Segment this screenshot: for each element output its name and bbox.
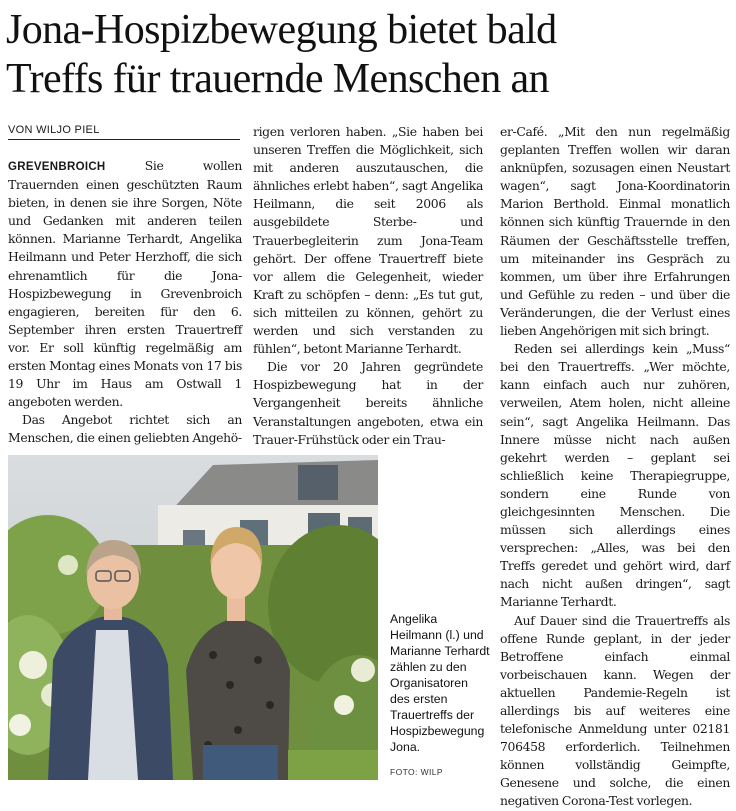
dateline: GREVENBROICH bbox=[8, 161, 106, 173]
photo-credit: FOTO: WILP bbox=[390, 767, 443, 777]
article-headline: Jona-Hospizbewegung bietet bald Treffs für trauernde Menschen an bbox=[6, 7, 557, 102]
lawn bbox=[288, 750, 378, 780]
paragraph bbox=[8, 157, 242, 411]
paragraph: Reden sei allerdings kein „Muss“ bei den Trauertreffs. „Wer möchte, kann einfach auch nur zuhören, verweilen, Atem holen, nicht alleine sein“, sagt Angelika Heilmann. Das Innere müsse nicht nach außen gekehrt werden – geplant sei schließlich keine Therapiegruppe, sondern eine Runde von gleichgesinnten Menschen. Die müssen sich allerdings eines versprechen: „Alles, was bei den Treffs geredet und gehört wird, darf nach nicht außen dringen“, sagt Marianne Terhardt. bbox=[500, 341, 730, 610]
paragraph-text: Sie wollen Trauernden einen geschützten Raum bieten, in denen sie ihre Sorgen, Nöte und Gedanken mit anderen teilen können. Marianne Terhardt, Angelika Heilmann und Peter Herzhoff, die sich ehrenamtlich für die Jona-Hospizbewegung in Grevenbroich engagieren, bereiten für den 6. September ihren ersten Trauertreff vor. Er soll künftig regelmäßig am ersten Montag eines Monats von 17 bis 19 Uhr im Haus am Ostwall 1 angeboten werden. bbox=[8, 158, 242, 410]
article-photo bbox=[8, 455, 378, 780]
paragraph: Auf Dauer sind die Trauertreffs als offene Runde geplant, in der jeder Betroffene einfach einmal vorbeischauen kann. Wegen der aktuellen Pandemie-Regeln ist allerdings bis auf weiteres eine telefonische Anmeldung unter 02181 706458 erforderlich. Teilnehmen können vollständig Geimpfte, Genesene und solche, die einen negativen Corona-Test vorlegen. bbox=[500, 612, 730, 809]
paragraph: Die vor 20 Jahren gegründete Hospizbewegung hat in der Vergangenheit bereits ähnliche Veranstaltungen angeboten, etwa ein Trauer-Frühstück oder ein Trau- bbox=[253, 359, 483, 447]
photo-caption: Angelika Heilmann (l.) und Marianne Terhardt zählen zu den Organisatoren des ersten Trauertreffs der Hospizbewegung Jona. bbox=[390, 612, 490, 754]
article-column-1 bbox=[8, 157, 242, 448]
paragraph: rigen verloren haben. „Sie haben bei unseren Treffen die Möglichkeit, sich mit anderen auszutauschen, die ähnliches erlebt haben“, sagt Angelika Heilmann, die seit 2006 als ausgebildete Sterbe- und Trauerbegleiterin zum Jona-Team gehört. Der offene Trauertreff biete vor allem die Gelegenheit, wieder Kraft zu schöpfen – denn: „Es tut gut, sich mitteilen zu können, gehört zu werden und sich verstanden zu fühlen“, betont Marianne Terhardt. bbox=[253, 124, 483, 357]
article-column-2 bbox=[253, 123, 483, 449]
paragraph: er-Café. „Mit den nun regelmäßig geplanten Treffen wollen wir daran anknüpfen, sozusagen einen Neustart wagen“, sagt Jona-Koordinatorin Marion Berthold. Einmal monatlich können sich künftig Trauernde in den Räumen der Geschäftsstelle treffen, um miteinander ins Gespräch zu kommen, um über ihre Erfahrungen und Gefühle zu reden – und über die Veränderungen, die der Verlust eines lieben Angehörigen mit sich bringt. bbox=[500, 124, 730, 339]
paragraph: Das Angebot richtet sich an Menschen, die einen geliebten Angehö- bbox=[8, 412, 242, 446]
article-column-3 bbox=[500, 123, 730, 811]
byline: VON WILJO PIEL bbox=[8, 124, 240, 140]
